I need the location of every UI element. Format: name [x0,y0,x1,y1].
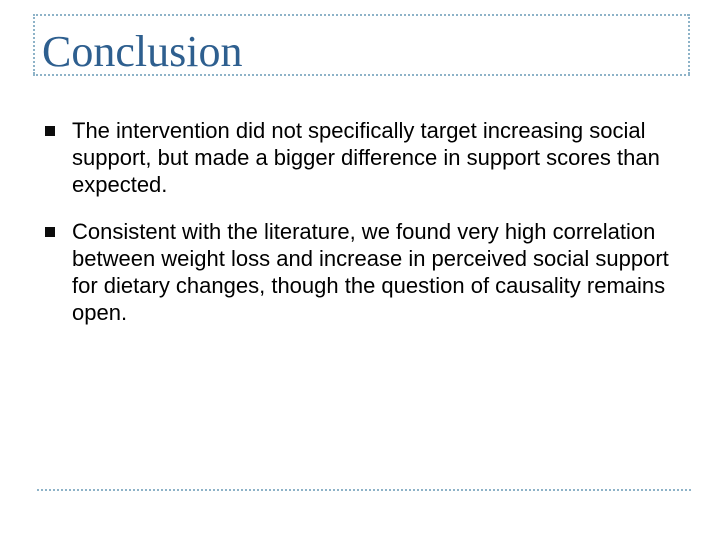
bullet-text: Consistent with the literature, we found very high correlation between weight loss and increase in perceived social support for dietary changes, though the question of causality remains open. [72,219,669,325]
square-bullet-icon [45,126,55,136]
title-frame-top-border [33,14,689,16]
bullet-item [42,117,672,198]
bullet-text: The intervention did not specifically target increasing social support, but made a bigger difference in support scores than expected. [72,118,660,197]
title-frame-left-border [33,14,35,74]
title-frame-right-border [688,14,690,74]
bullet-list [42,117,672,346]
footer-divider [37,489,691,491]
slide-title: Conclusion [42,27,243,76]
square-bullet-icon [45,227,55,237]
bullet-item [42,218,672,326]
